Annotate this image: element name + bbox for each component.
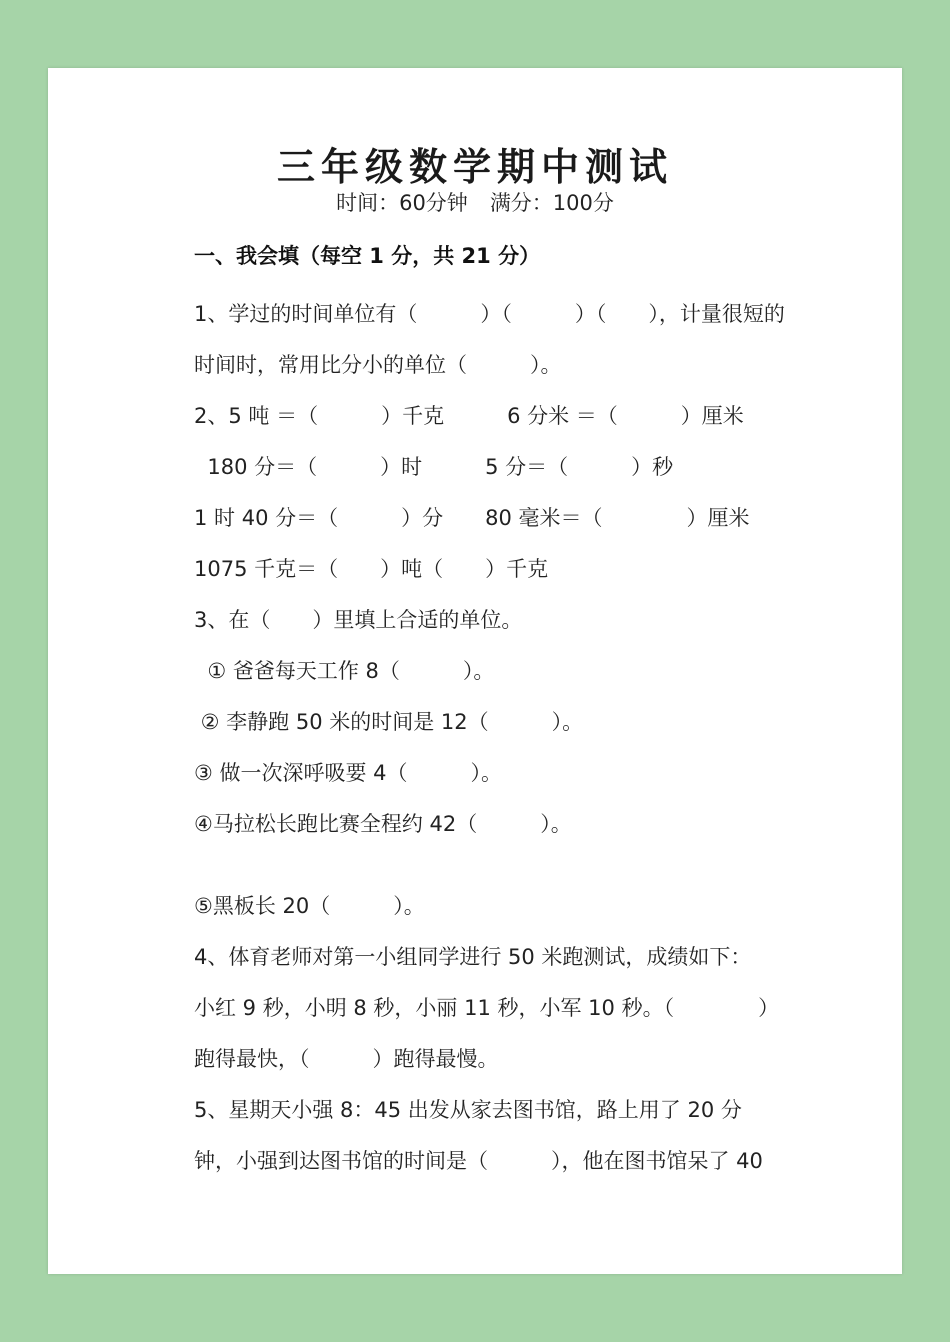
exam-paper (48, 68, 902, 1274)
question-line: 时间时，常用比分小的单位（ ）。 (194, 353, 562, 377)
page-title: 三年级数学期中测试 (276, 144, 673, 189)
exam-info (48, 187, 902, 217)
question-line: 1、学过的时间单位有（ ）（ ）（ ），计量很短的 (194, 302, 785, 326)
question-line: 跑得最快，（ ）跑得最慢。 (194, 1047, 499, 1071)
question-line: 钟，小强到达图书馆的时间是（ ），他在图书馆呆了 40 (194, 1149, 763, 1173)
question-line: 4、体育老师对第一小组同学进行 50 米跑测试，成绩如下： (194, 945, 752, 969)
question-line: ⑤黑板长 20（ ）。 (194, 894, 425, 918)
question-line: ④马拉松长跑比赛全程约 42（ ）。 (194, 812, 572, 836)
question-line: 小红 9 秒，小明 8 秒，小丽 11 秒，小军 10 秒。（ ） (194, 996, 780, 1020)
section-heading: 一、我会填（每空 1 分，共 21 分） (194, 244, 541, 268)
question-line: 1 时 40 分＝（ ）分 80 毫米＝（ ）厘米 (194, 506, 750, 530)
question-line: 3、在（ ）里填上合适的单位。 (194, 608, 523, 632)
question-line: ② 李静跑 50 米的时间是 12（ ）。 (194, 710, 584, 734)
question-line: ① 爸爸每天工作 8（ ）。 (194, 659, 495, 683)
question-line: 1075 千克＝（ ）吨（ ）千克 (194, 557, 549, 581)
time-limit: 时间：60分钟 (336, 191, 468, 215)
question-line: 2、5 吨 ＝（ ）千克 6 分米 ＝（ ）厘米 (194, 404, 744, 428)
question-line: 180 分＝（ ）时 5 分＝（ ）秒 (194, 455, 674, 479)
question-line: ③ 做一次深呼吸要 4（ ）。 (194, 761, 503, 785)
full-score: 满分：100分 (489, 191, 614, 215)
question-line: 5、星期天小强 8：45 出发从家去图书馆，路上用了 20 分 (194, 1098, 742, 1122)
